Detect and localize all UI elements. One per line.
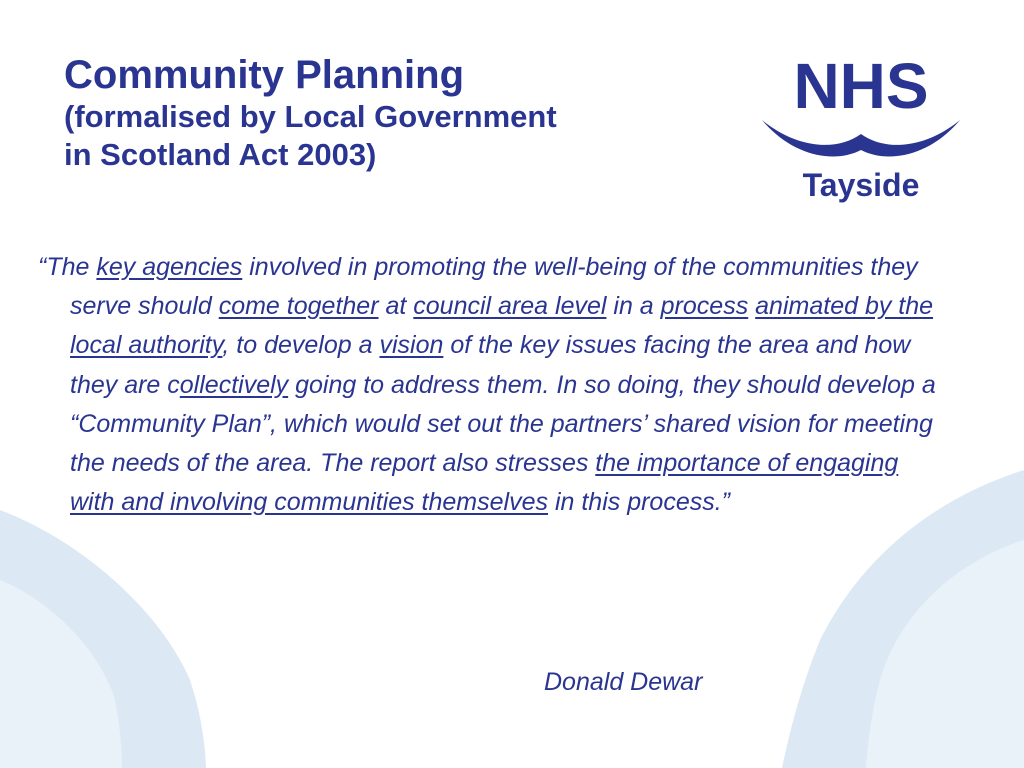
quote-text: [38, 248, 940, 522]
quote-underlined-phrase: council area level: [413, 292, 607, 321]
quote-segment: in a: [606, 292, 661, 321]
slide-subtitle-line1: (formalised by Local Government: [64, 99, 557, 134]
quote-segment: going to address them. In so doing, they should develop a “Community Plan”, which would set out the partners’ shared vision for meeting the needs of the area. The report also stresses: [70, 370, 936, 478]
logo-wave-icon: [762, 120, 960, 157]
quote-underlined-phrase: animated by the local authority: [70, 292, 934, 360]
quote-segment: “The: [38, 253, 97, 281]
quote-segment: of the key issues facing the area and how they are c: [70, 331, 911, 399]
slide-subtitle-line2: in Scotland Act 2003): [64, 137, 377, 172]
quote-segment: in this process.”: [548, 488, 731, 517]
logo-tayside-text: Tayside: [802, 167, 920, 203]
quote-author: Donald Dewar: [544, 668, 703, 696]
slide-title: Community Planning: [64, 53, 464, 97]
nhs-tayside-logo: [756, 56, 966, 206]
quote-underlined-phrase: the importance of engaging with and involving communities themselves: [70, 449, 899, 517]
quote-segment: , to develop a: [222, 331, 380, 360]
quote-underlined-phrase: ollectively: [179, 370, 289, 399]
quote-underlined-phrase: process: [660, 292, 749, 321]
quote-segment: at: [378, 292, 414, 321]
logo-nhs-text: NHS: [793, 56, 929, 122]
quote-underlined-phrase: vision: [379, 331, 444, 360]
quote-underlined-phrase: key agencies: [96, 253, 243, 281]
quote-segment: involved in promoting the well-being of the communities they serve should: [70, 253, 918, 321]
quote-underlined-phrase: come together: [218, 292, 379, 321]
title-block: [64, 52, 557, 174]
